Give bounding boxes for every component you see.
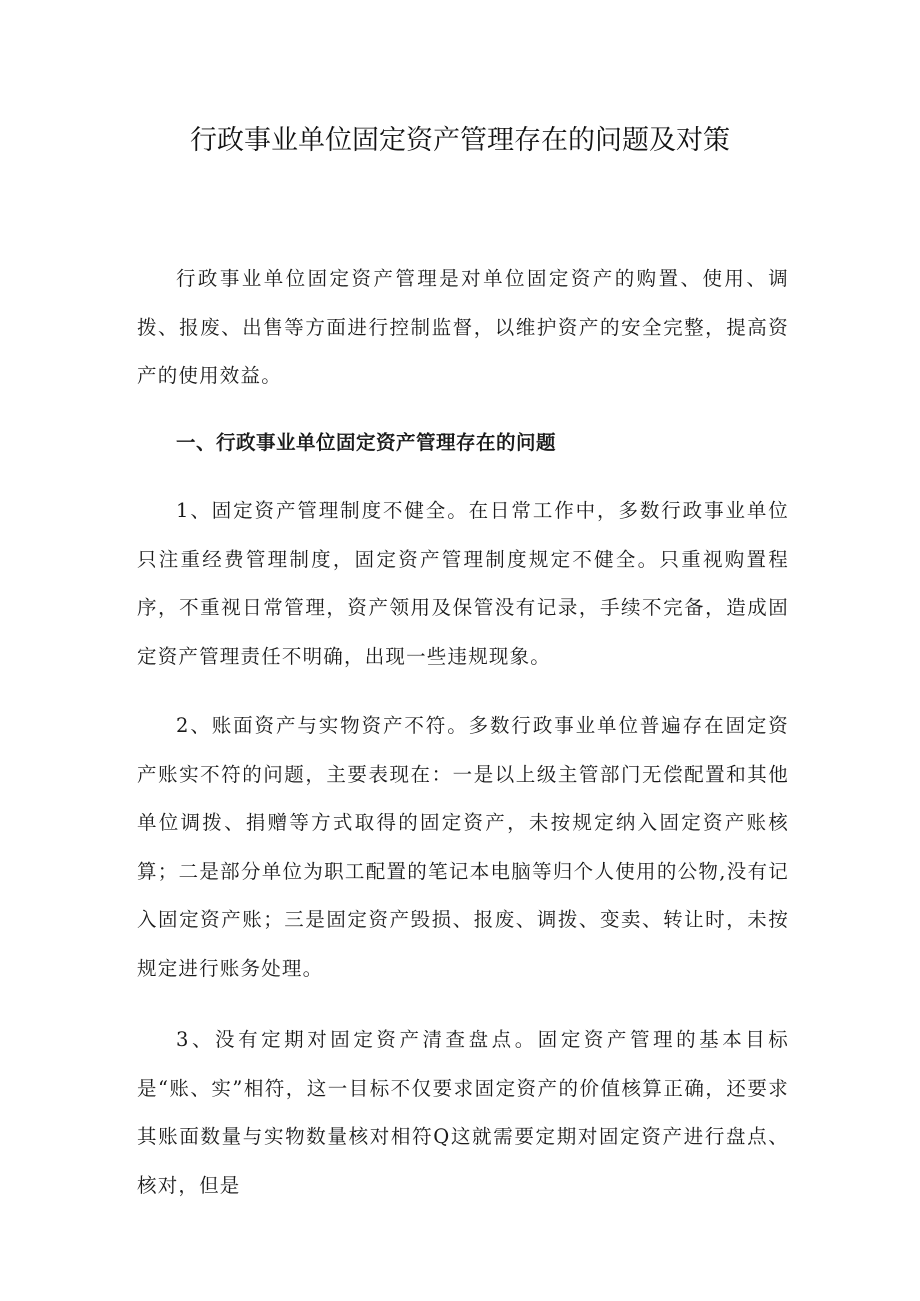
document-title: 行政事业单位固定资产管理存在的问题及对策: [190, 125, 730, 156]
problem-item-2: 2、账面资产与实物资产不符。多数行政事业单位普遍存在固定资产账实不符的问题，主要表现在：一是以上级主管部门无偿配置和其他单位调拨、捐赠等方式取得的固定资产，未按规定纳入固定资产账核算；二是部分单位为职工配置的笔记本电脑等归个人使用的公物,没有记入固定资产账；三是固定资产毁损、报废、调拨、变卖、转让时，未按规定进行账务处理。: [137, 714, 789, 980]
problem-item-1: 1、固定资产管理制度不健全。在日常工作中，多数行政事业单位只注重经费管理制度，固定资产管理制度规定不健全。只重视购置程序，不重视日常管理，资产领用及保管没有记录，手续不完备，造成固定资产管理责任不明确，出现一些违规现象。: [137, 499, 789, 668]
intro-paragraph: 行政事业单位固定资产管理是对单位固定资产的购置、使用、调拨、报废、出售等方面进行控制监督，以维护资产的安全完整，提高资产的使用效益。: [137, 267, 789, 387]
section-heading: 一、行政事业单位固定资产管理存在的问题: [176, 431, 557, 454]
problem-item-3: 3、没有定期对固定资产清查盘点。固定资产管理的基本目标是“账、实”相符，这一目标不仅要求固定资产的价值核算正确，还要求其账面数量与实物数量核对相符Q这就需要定期对固定资产进行盘点、核对，但是: [137, 1028, 789, 1197]
